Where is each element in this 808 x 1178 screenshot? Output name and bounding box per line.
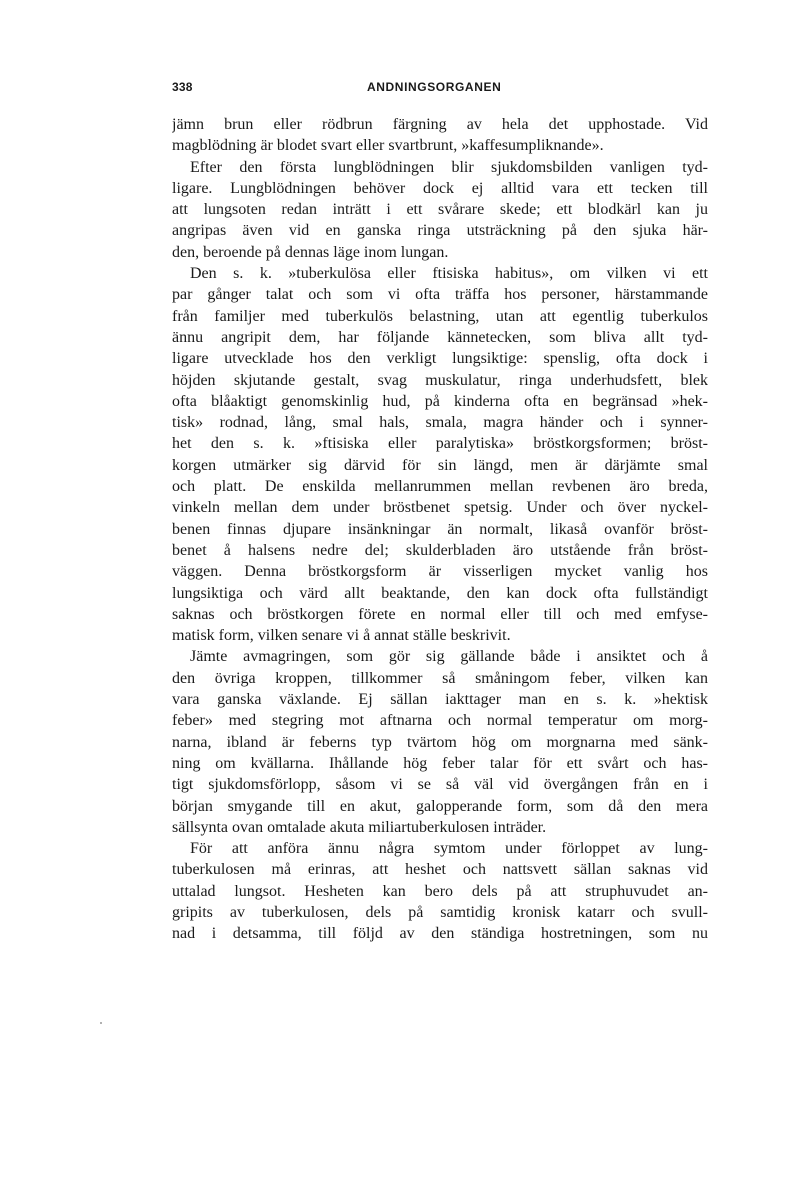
text-line: sällsynta ovan omtalade akuta miliartuberkulosen inträder.	[172, 818, 547, 836]
text-line: magblödning är blodet svart eller svartbrunt, »kaffesumpliknande».	[172, 137, 604, 155]
text-line: tuberkulosen må erinras, att heshet och nattsvett sällan saknas vid	[172, 861, 708, 879]
running-head: ANDNINGSORGANEN	[367, 80, 502, 94]
text-line: jämn brun eller rödbrun färgning av hela det upphostade. Vid	[172, 116, 708, 133]
page-header	[172, 80, 708, 100]
text-line: het den s. k. »ftisiska eller paralytiska» bröstkorgsformen; bröst-	[172, 435, 708, 453]
text-line: lungsiktiga och värd allt beaktande, den kan dock ofta fullständigt	[172, 584, 708, 602]
text-line: den, beroende på dennas läge inom lungan.	[172, 243, 449, 261]
text-line: angripas även vid en ganska ringa utsträckning på den sjuka här-	[172, 222, 708, 240]
text-line: gripits av tuberkulosen, dels på samtidig kronisk katarr och svull-	[172, 903, 708, 921]
text-line: vinkeln mellan dem under bröstbenet spetsig. Under och över nyckel-	[172, 499, 708, 517]
text-line: narna, ibland är feberns typ tvärtom hög om morgnarna med sänk-	[172, 733, 708, 751]
text-line: tisk» rodnad, lång, smal hals, smala, magra händer och i synner-	[172, 414, 708, 432]
body-text	[172, 114, 708, 945]
text-line: Efter den första lungblödningen blir sjukdomsbilden vanligen tyd-	[190, 158, 708, 176]
text-line: den övriga kroppen, tillkommer så småningom feber, vilken kan	[172, 669, 708, 687]
text-line: från familjer med tuberkulös belastning, utan att egentlig tuberkulos	[172, 307, 708, 325]
text-line: Den s. k. »tuberkulösa eller ftisiska habitus», om vilken vi ett	[190, 265, 708, 283]
scan-speck	[100, 1022, 102, 1024]
text-line: nad i detsamma, till följd av den ständiga hostretningen, som nu	[172, 925, 708, 943]
text-line: ofta blåaktigt genomskinlig hud, på kinderna ofta en begränsad »hek-	[172, 392, 708, 410]
text-line: saknas och bröstkorgen förete en normal eller till och med emfyse-	[172, 605, 708, 623]
text-line: höjden skjutande gestalt, svag muskulatur, ringa underhudsfett, blek	[172, 371, 708, 389]
text-line: benen finnas djupare insänkningar än normalt, likaså ovanför bröst-	[172, 520, 708, 538]
text-line: Jämte avmagringen, som gör sig gällande både i ansiktet och å	[190, 648, 708, 666]
text-line: feber» med stegring mot aftnarna och normal temperatur om morg-	[172, 712, 708, 730]
text-line: ligare utvecklade hos den verkligt lungsiktige: spenslig, ofta dock i	[172, 350, 708, 368]
text-line: och platt. De enskilda mellanrummen mellan revbenen äro breda,	[172, 478, 708, 496]
text-line: korgen utmärker sig därvid för sin längd, men är därjämte smal	[172, 456, 708, 474]
text-line: början smygande till en akut, galopperande form, som då den mera	[172, 797, 708, 815]
text-line: par gånger talat och som vi ofta träffa hos personer, härstammande	[172, 286, 708, 304]
text-line: matisk form, vilken senare vi å annat ställe beskrivit.	[172, 627, 511, 645]
text-line: ligare. Lungblödningen behöver dock ej alltid vara ett tecken till	[172, 179, 708, 197]
text-line: benet å halsens nedre del; skulderbladen äro utstående från bröst-	[172, 541, 708, 559]
text-line: väggen. Denna bröstkorgsform är visserligen mycket vanlig hos	[172, 563, 708, 581]
text-line: vara ganska växlande. Ej sällan iakttager man en s. k. »hektisk	[172, 691, 708, 709]
page-number: 338	[172, 80, 193, 94]
text-line: ännu angripit dem, har följande kännetecken, som bliva allt tyd-	[172, 328, 708, 346]
text-line: För att anföra ännu några symtom under förloppet av lung-	[190, 840, 708, 858]
text-line: att lungsoten redan inträtt i ett svårare skede; ett blodkärl kan ju	[172, 201, 708, 219]
text-line: uttalad lungsot. Hesheten kan bero dels på att struphuvudet an-	[172, 882, 708, 900]
text-line: tigt sjukdomsförlopp, såsom vi se så väl vid övergången från en i	[172, 776, 708, 794]
text-line: ning om kvällarna. Ihållande hög feber talar för ett svårt och has-	[172, 754, 708, 772]
